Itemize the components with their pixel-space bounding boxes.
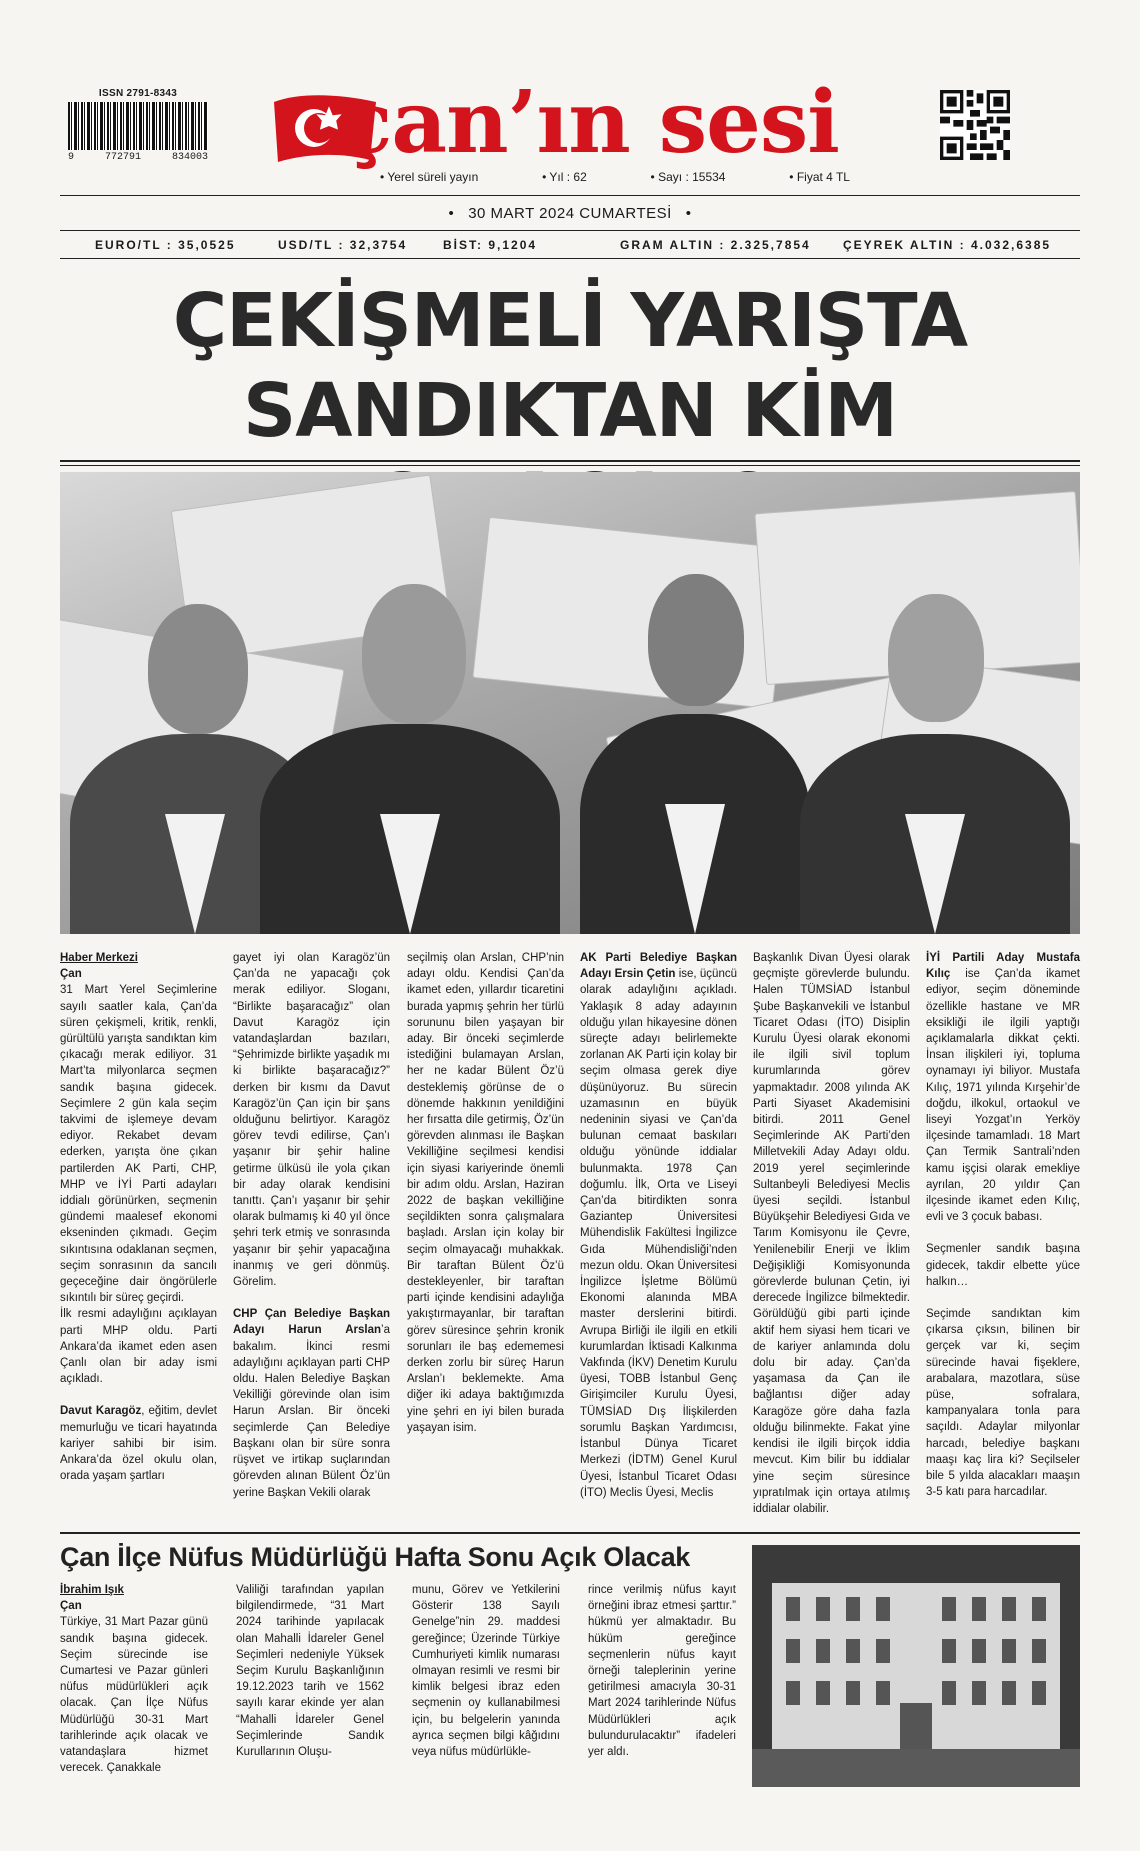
issn-number: ISSN 2791-8343 bbox=[98, 88, 178, 99]
exchange-rates bbox=[60, 236, 1080, 256]
logo-wordmark: çan’ın sesi bbox=[340, 72, 839, 173]
second-column-2: Valiliği tarafından yapılan bilgilendirmede, “31 Mart 2024 tarihinde yapılacak olan Mahalli İdareler Genel Seçimleri nedeniyle Yüksek Seçim Kurulu Başkanlığının 19.12.2023 tarih ve 1562 sayılı karar ekinde yer alan “Mahalli İdareler Genel Seçimlerinde Sandık Kurullarının Oluşu- bbox=[236, 1584, 384, 1759]
rate-euro: EURO/TL : 35,0525 bbox=[95, 238, 236, 252]
article-column-3: seçilmiş olan Arslan, CHP’nin adayı oldu. Kendisi Çan’da ikamet eden, yıllardır ticaretini burada yapmış şehrin her türlü sorununu bilen yaşayan bir aday. Bir önceki seçimlerde istediğini bulamayan Arslan, her ne kadar Bülent Öz’ü desteklemiş görünse de o dönemde hakkının yenildiğini her fırsatta dile getirmiş, Öz’ün görevden alınması ile Başkan Vekilliğine seçilmesi kendisi için siyasi kariyerinde önemli bir adım oldu. Arslan, Haziran 2022 de başkan vekilliğine seçildikten sonra çalışmalara başladı. Arslan için kolay bir seçim olmayacağı muhakkak. Bir taraftan Bülent Öz’ü destekleyenler, bir taraftan parti içinde kendisini adaylığa yakıştırmayanlar, bir taraftan görev süresince şehrin kronik sorunları ile baş edememesi derken zorlu bir süreç Harun Arslan’ı beklemekte. Ama diğer iki adaya baktığımızda yine şehri en iyi bilen burada yaşayan isim. bbox=[407, 952, 564, 1434]
main-headline: ÇEKİŞMELİ YARIŞTA SANDIKTAN KİM bbox=[172, 278, 968, 454]
rates-bottom-rule bbox=[60, 258, 1080, 259]
article-column-2: gayet iyi olan Karagöz’ün Çan’da ne yapacağı çok merak ediliyor. Sloganı, “Birlikte başaracağız” olan Davut Karagöz için vatandaşlardan bazıları, “Şehrimizde birlikte yaşadık mı ki birlikte başaracağız?” derken bir kısmı da Davut Karagöz’ün Çan için bir şans olduğunu belirtiyor. Karagöz görev tevdi edilirse, Çan’ı yaşanır bir şehir haline getirme ülküsü ile yola çıkan bir aday olarak kendisini tanıttı. Çan’ı yaşanır bir şehir olarak bulmamış ki 40 yıl önce şehri terk etmiş ve sonrasında yaşanır bir şehir yapacağına inanmış ve geri dönmüş. Görelim. CHP Çan Belediye Başkan Adayı Harun Arslan’a bakalım. İkinci resmi adaylığını açıklayan parti CHP oldu. Halen Belediye Başkan Vekilliği görevinde olan isim Harun Arslan. Bir önceki seçimlerde Çan Belediye Başkanı olan bir süre sonra rüşvet ve irtikap suçlarından görevden alınan Bülent Öz’ün yerine Başkan Vekili olarak bbox=[233, 952, 390, 1499]
barcode-image bbox=[68, 102, 208, 150]
second-byline-name: İbrahim Işık bbox=[60, 1584, 124, 1596]
price: • Fiyat 4 TL bbox=[789, 170, 850, 184]
government-building-photo bbox=[752, 1545, 1080, 1787]
publication-type: • Yerel süreli yayın bbox=[380, 170, 478, 184]
issn-barcode bbox=[68, 88, 208, 163]
byline-name: Haber Merkezi bbox=[60, 952, 138, 964]
qr-code-icon bbox=[940, 90, 1010, 160]
candidate-photo-3 bbox=[580, 574, 810, 934]
rate-usd: USD/TL : 32,3754 bbox=[278, 238, 408, 252]
rate-quarter-gold: ÇEYREK ALTIN : 4.032,6385 bbox=[843, 238, 1052, 252]
newspaper-logo bbox=[270, 72, 839, 173]
publication-year: • Yıl : 62 bbox=[542, 170, 587, 184]
headline-rule-thin bbox=[60, 465, 1080, 466]
article-column-6: İYİ Partili Aday Mustafa Kılıç ise Çan’da ikamet ediyor, seçim döneminde özellikle hastane ve MR eksikliği ile ilgili yaptığı açıklamalarla dikkat çekti. İnsan ilişkileri iyi, topluma oynamayı iyi biliyor. Mustafa Kılıç, 1971 yılında Kırşehir’de doğdu, ilkokul, ortaokul ve liseyi Yozgat’ın Yerköy ilçesinde tamamladı. 18 Mart Çan Termik Santrali’nden kamu işçisi olarak emekliye ayrılan, 20 yıldır Çan ilçesinde ikamet eden Kılıç, evli ve 3 çocuk babası. Seçmenler sandık başına gidecek, takdir elbette yüce halkın… Seçimde sandıktan kim çıkarsa çıksın, bilinen bir gerçek var ki, seçim sürecinde havai fişeklere, arabalara, mazotlara, süse püse, sofralara, kampanyalara tonla para saçıldı. Adaylar milyonlar harcadı, belediye başkanı maaşı kaç lira ki? Seçilseler bile 5 yılda alacakları maaşın 3-5 katı para harcadılar. bbox=[926, 952, 1080, 1499]
rates-top-rule bbox=[60, 230, 1080, 231]
second-headline: Çan İlçe Nüfus Müdürlüğü Hafta Sonu Açık Olacak bbox=[60, 1542, 690, 1572]
top-rule bbox=[60, 195, 1080, 196]
article-column-1: Haber Merkezi Çan 31 Mart Yerel Seçimlerine sayılı saatler kala, Çan’da süren çekişmeli, kritik, renkli, gürültülü yarışta sandıktan kim çıkacağı merak ediliyor. 31 Mart’ta milyonlarca seçmen sandık başına gidecek. Seçimlere 2 gün kala seçim takvimi de işlemeye devam ediyor. Rekabet devam ederken, yarışta öne çıkan partilerden AK Parti, CHP, MHP ve İYİ Parti adayları iddialı görünürken, seçmenin gündemi maalesef ekonomi ekseninden çıkmadı. Geçim sıkıntısına odaklanan seçmen, seçim sonrasının da sancılı geçeceğine dair öngörülerle sıkıntılı bir süreç geçirdi. İlk resmi adaylığını açıklayan parti MHP oldu. Parti Ankara’da ikamet eden asen Çanlı olan bir aday ismi açıkladı. Davut Karagöz, eğitim, devlet memurluğu ve ticari hayatında kariyer sahibi bir isim. Ankara’da özel okulu olan, orada yaşam şartları bbox=[60, 952, 217, 1483]
rate-bist: BİST: 9,1204 bbox=[443, 238, 538, 252]
masthead-meta bbox=[380, 170, 850, 184]
barcode-digits: 9 772791 834003 bbox=[68, 152, 208, 163]
second-byline-place: Çan bbox=[60, 1600, 82, 1613]
article-column-5: Başkanlık Divan Üyesi olarak geçmişte görevlerde bulundu. Halen TÜMSİAD İstanbul Şube Başkanvekili ve İstanbul Ticaret Odası (İTO) Disiplin Kurulu Üyesi olarak ekonomi ile ilgili sivil toplum kurumlarında görev yapmaktadır. 2008 yılında AK Parti Siyaset Akademisini bitirdi. 2011 Genel Seçimlerinde AK Parti’den Milletvekili Aday Adayı oldu. 2019 yerel seçimlerinde Sultanbeyli Belediyesi Meclis üyesi seçildi. İstanbul Büyükşehir Belediyesi Gıda ve Tarım Komisyonu ile Çevre, Yenilenebilir Enerji ve İklim Değişikliği Komisyonunda görevlerde bulunan Çetin, iyi derecede İngilizce bilmektedir. Görüldüğü gibi parti içinde aktif hem siyasi hem ticari ve de kariyer anlamında dolu dolu bir aday. Çan’da yaşamasa da Çan ile bağlantısı diğer aday Karagöze göre daha fazla olduğu bilinmekte. Fakat yine kendisi ile ilgili birçok iddia mevcut. Kim bilir bu iddialar yine seçim süresince yıpratılmak için ortaya atılmış iddialar olabilir. bbox=[753, 952, 910, 1515]
building-facade bbox=[772, 1583, 1060, 1749]
second-column-4: rince verilmiş nüfus kayıt örneğini ibraz etmesi şarttır.” hükmü yer almaktadır. Bu hüküm gereğince seçmenlerin nüfus kayıt örneği taleplerinin yerine getirilmesi amacıyla 30-31 Mart 2024 tarihlerinde Nüfus Müdürlükleri açık bulundurulacaktır” ifadeleri yer aldı. bbox=[588, 1584, 736, 1759]
candidates-photo bbox=[60, 472, 1080, 934]
issue-number: • Sayı : 15534 bbox=[651, 170, 726, 184]
second-column-3: munu, Görev ve Yetkilerini Gösterir 138 Sayılı Genelge”nin 29. maddesi gereğince; Üzerinde Türkiye Cumhuriyeti kimlik numarası olmayan resimli ve resmi bir kimlik belgesi ibraz eden seçmenin oy kullanabilmesi için, bu belgelerin yanında ayrıca seçmen bilgi kâğıdını veya nüfus müdürlükle- bbox=[412, 1584, 560, 1759]
headline-rule bbox=[60, 460, 1080, 462]
section-rule bbox=[60, 1532, 1080, 1534]
candidate-photo-4 bbox=[800, 594, 1070, 934]
second-column-1: İbrahim Işık Çan Türkiye, 31 Mart Pazar günü sandık başına gidecek. Seçim sürecinde ise Cumartesi ve Pazar günleri nüfus müdürlükleri açık olacak. Çan İlçe Nüfus Müdürlüğü 30-31 Mart tarihlerinde açık olacak ve vatandaşlara hizmet verecek. Çanakkale bbox=[60, 1584, 208, 1775]
issue-date: • 30 MART 2024 CUMARTESİ • bbox=[448, 205, 692, 222]
candidate-photo-2 bbox=[260, 584, 560, 934]
article-column-4: AK Parti Belediye Başkan Adayı Ersin Çetin ise, üçüncü olarak adaylığını açıkladı. Yaklaşık 8 aday adayının olduğu yılan hikayesine dönen süreçte adayı belirlemekte zorlanan AK Parti için kolay bir seçim olmasa gerek diye düşünüyoruz. Bu sürecin uzamasının en büyük nedeninin siyasi ve Çan’da bulunan cemaat baskıları olduğu yönünde iddialar bulunmakta. 1978 Çan doğumlu. İlk, Orta ve Liseyi Çan’da bitirdikten sonra Gaziantep Üniversitesi Mühendislik Fakültesi İngilizce Gıda Mühendisliği’nden mezun oldu. Okan Üniversitesi İngilizce İşletme Bölümü Ekonomi alanında MBA master derslerini bitirdi. Avrupa Birliği ile ilgili en etkili kurumlardan İktisadi Kalkınma Vakfında (İKV) Denetim Kurulu üyesi, TOBB İstanbul Genç Girişimciler Kurulu Üyesi, TÜMSİAD Dış İlişkilerden sorumlu Başkan Yardımcısı, İstanbul Dünya Ticaret Merkezi (İDTM) Genel Kurul Üyesi, İstanbul Ticaret Odası (İTO) Meclis Üyesi, Meclis bbox=[580, 952, 737, 1499]
rate-gram-gold: GRAM ALTIN : 2.325,7854 bbox=[620, 238, 811, 252]
byline-place: Çan bbox=[60, 968, 82, 981]
